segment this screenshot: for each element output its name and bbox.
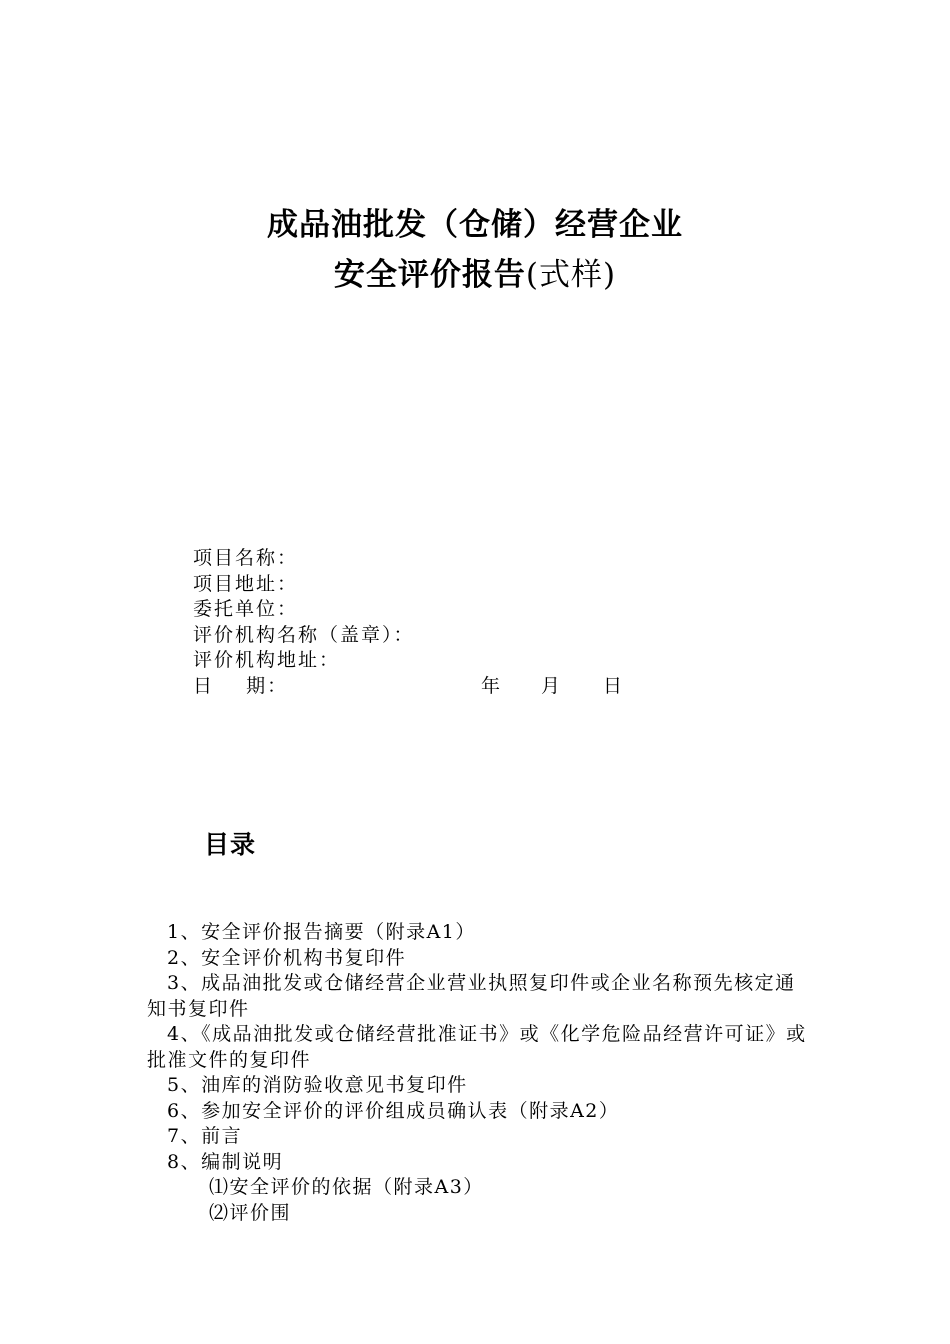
date-year: 年: [481, 674, 503, 697]
document-title-line-2: [0, 255, 950, 295]
field-project-name: 项目名称：: [193, 547, 299, 569]
toc-item: 6、参加安全评价的评价组成员确认表（附录A2）: [167, 1099, 620, 1122]
toc-item: 3、成品油批发或仓储经营企业营业执照复印件或企业名称预先核定通知书复印件: [147, 972, 796, 1020]
field-agency-name: 评价机构名称（盖章）：: [193, 623, 415, 646]
field-project-address: 项目地址：: [193, 572, 299, 595]
field-date: [193, 674, 625, 700]
toc-item: 7、前言: [167, 1125, 243, 1147]
document-title-line-1: 成品油批发（仓储）经营企业: [267, 207, 683, 243]
project-info-block: [193, 546, 625, 699]
field-agency-address: 评价机构地址：: [193, 649, 341, 671]
document-title-suffix: (式样): [525, 257, 617, 293]
toc-item: 8、编制说明: [167, 1150, 284, 1173]
date-label: 日 期：: [193, 674, 289, 697]
document-title-main: 安全评价报告: [333, 257, 526, 293]
toc-item: 4、《成品油批发或仓储经营批准证书》或《化学危险品经营许可证》或批准文件的复印件: [147, 1023, 807, 1071]
toc-subitem: ⑵评价围: [209, 1201, 292, 1224]
field-client-unit: 委托单位：: [193, 598, 299, 620]
toc-item: 2、安全评价机构书复印件: [167, 946, 407, 969]
toc-subitem: ⑴安全评价的依据（附录A3）: [209, 1176, 484, 1198]
toc-item: 1、安全评价报告摘要（附录A1）: [167, 921, 476, 943]
date-month: 月: [541, 674, 563, 697]
toc-item: 5、油库的消防验收意见书复印件: [167, 1074, 468, 1096]
toc-heading: 目录: [204, 830, 257, 859]
table-of-contents: [147, 920, 807, 1226]
date-day: 日: [603, 674, 625, 697]
